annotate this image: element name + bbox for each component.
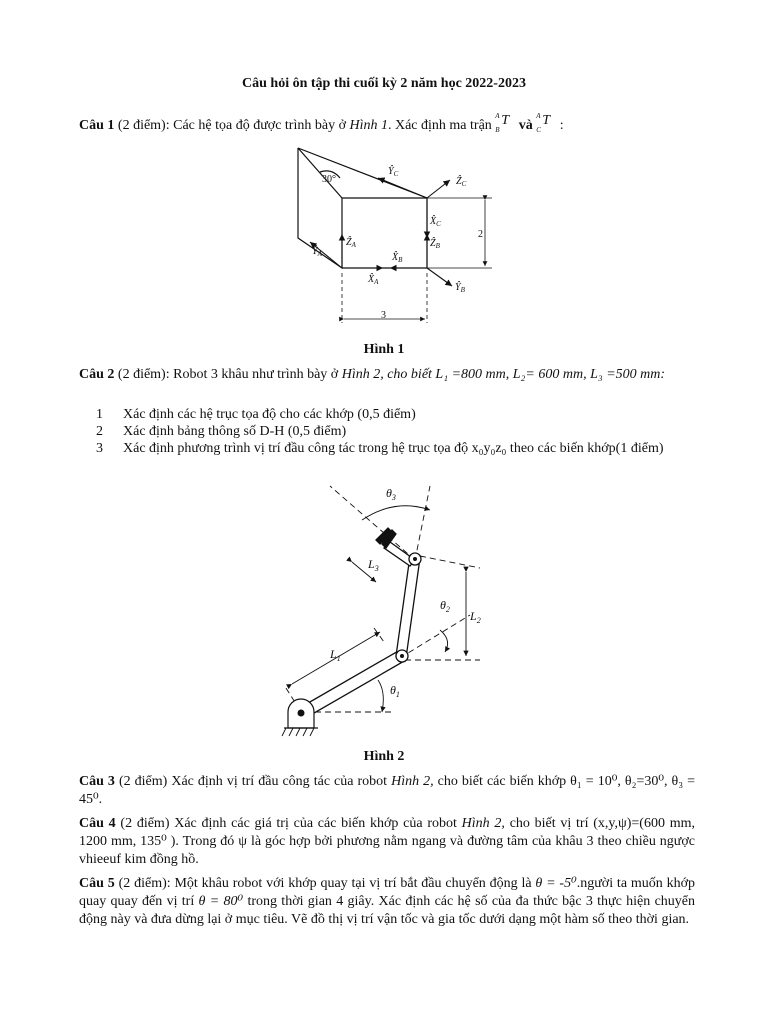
question-3 [79,773,695,809]
q4-fig-ref: Hình 2, [461,816,505,831]
fig1-label-zc: Ẑ$_C$ [456,176,467,188]
figure-2-caption: Hình 2 [363,749,405,764]
q1-label: Câu 1 [79,118,115,133]
q5-label: Câu 5 [79,876,115,891]
fig2-label-theta2: $\theta_2$ [440,598,450,614]
q2-points: (2 điểm): [114,367,174,382]
document-page: Câu hỏi ôn tập thi cuối kỳ 2 năm học 2022-2023 Câu 1 (2 điểm): Các hệ tọa độ được trình bày ở Hình 1. Xác định ma trận A B T và A C T : 30° $Ŷ_C$ Ẑ$_C$ $X̂_C$ Ẑ$_A$ Ẑ$_B$ $Ŷ_A$ $X̂_B$ $X̂_A$ $Ŷ_B$ 2 3 Hình 1 Câu 2 (2 điểm): Robot 3 khâu như trình bày ở Hình 2, cho biết L₁ =800 mm, L₂= 600 mm, L₃ =500 mm: 1 Xác định các hệ trục tọa độ cho các khớp (0,5 điểm) 2 Xác định bảng thông số D-H (0,5 điểm) 3 Xác định phương trình vị trí đầu công tác trong hệ trục tọa độ x₀y₀z₀ theo các biến khớp(1 điểm) $\theta_3$ $\theta_2$ $\theta_1$ $L_1$ $L_2$ $L_3$ Hình 2 Câu 3 (2 điểm) Xác định vị trí đầu công tác của robot Hình 2, cho biết các biến khớp θ₁ = 10⁰, θ₂=30⁰, θ₃ = 45⁰. Câu 4 (2 điểm) Xác định các giá trị của các biến khớp của robot Hình 2, cho biết vị trí (x,y,ψ)=(600 mm, 1200 mm, 135⁰ ). Trong đó ψ là góc hợp bởi phương nằm ngang và đường tâm của khâu 3 theo chiều ngược vhieeuf kim đồng hồ. Câu 5 (2 điểm): Một khâu robot với khớp quay tại vị trí bắt đầu chuyển động là θ = -5⁰.người ta muốn khớp quay quay đến vị trí θ = 80⁰ trong thời gian 4 giây. Xác định các hệ số của đa thức bậc 3 thực hiện chuyển động này và đưa dừng lại ở mục tiêu. Vẽ đồ thị vị trí vận tốc và gia tốc dưới dạng một hàm số theo thời gian. [0,0,768,1024]
q5-theta-start: θ = -5⁰ [535,876,577,891]
matrix-ab: A B T [495,112,510,134]
q3-label: Câu 3 [79,774,115,789]
q5-text: (2 điểm): Một khâu robot với khớp quay tại vị trí bắt đầu chuyển động là [114,876,536,891]
q4-text: (2 điểm) Xác định các giá trị của các biến khớp của robot [115,816,462,831]
figure-2 [270,480,500,745]
figure-1 [260,138,510,338]
fig1-dim-width: 3 [381,310,386,321]
question-5 [79,875,695,929]
fig2-label-l3: $L_3$ [368,557,379,573]
q3-fig-ref: Hình 2, [391,774,434,789]
fig2-label-l1: $L_1$ [330,647,341,663]
q1-text: Các hệ tọa độ được trình bày ở [173,118,350,133]
fig1-label-za: Ẑ$_A$ [346,237,356,249]
q2-label: Câu 2 [79,367,115,382]
q3-text2: cho biết các biến khớp θ₁ = 10⁰, θ₂=30⁰, θ₃ = 45⁰. [79,774,695,807]
fig2-label-theta3: $\theta_3$ [386,486,396,502]
q2-rest: Hình 2, cho biết L₁ =800 mm, L₂= 600 mm, L₃ =500 mm: [341,367,666,382]
q1-fig-ref: Hình 1 [349,118,388,133]
fig1-label-xa: $X̂_A$ [368,274,379,286]
fig2-label-l2: $L_2$ [470,609,481,625]
q1-points: (2 điểm): [114,118,174,133]
fig1-dim-height: 2 [478,229,483,240]
q1-and: và [515,118,537,133]
fig1-angle-label: 30° [322,174,336,185]
fig1-label-xb: $X̂_B$ [392,252,403,264]
fig1-label-zb: Ẑ$_B$ [430,238,440,250]
page-title: Câu hỏi ôn tập thi cuối kỳ 2 năm học 2022-2023 [242,76,526,91]
q2-text: Robot 3 khâu như trình bày ở [173,367,342,382]
question-2 [79,366,695,384]
figure-1-caption: Hình 1 [363,342,405,357]
fig2-label-theta1: $\theta_1$ [390,683,400,699]
fig1-label-yc: $Ŷ_C$ [388,166,399,178]
q5-theta-end: θ = 80⁰ [198,894,244,909]
q5-text3: trong thời gian 4 giây. Xác định các hệ số của đa thức bậc 3 thực hiện chuyển động này và đưa dừng lại ở mục tiêu. Vẽ đồ thị vị trí vận tốc và gia tốc dưới dạng một hàm số theo thời gian. [79,894,696,927]
q1-text2: . Xác định ma trận [387,118,496,133]
question-1 [79,112,695,135]
q5-text2: .người ta muốn khớp quay quay đến vị trí [79,876,695,909]
fig1-label-ya: $Ŷ_A$ [312,246,322,258]
matrix-ac: A C T [536,112,551,134]
fig1-label-xc: $X̂_C$ [430,216,441,228]
question-4 [79,815,695,869]
q4-text2: cho biết vị trí (x,y,ψ)=(600 mm, 1200 mm, 135⁰ ). Trong đó ψ là góc hợp bởi phương nằm ngang và đường tâm của khâu 3 theo chiều ngược vhieeuf kim đồng hồ. [79,816,695,867]
q4-label: Câu 4 [79,816,116,831]
fig1-label-yb: $Ŷ_B$ [455,282,465,294]
q3-text: (2 điểm) Xác định vị trí đầu công tác của robot [114,774,392,789]
q1-end: : [556,118,564,133]
